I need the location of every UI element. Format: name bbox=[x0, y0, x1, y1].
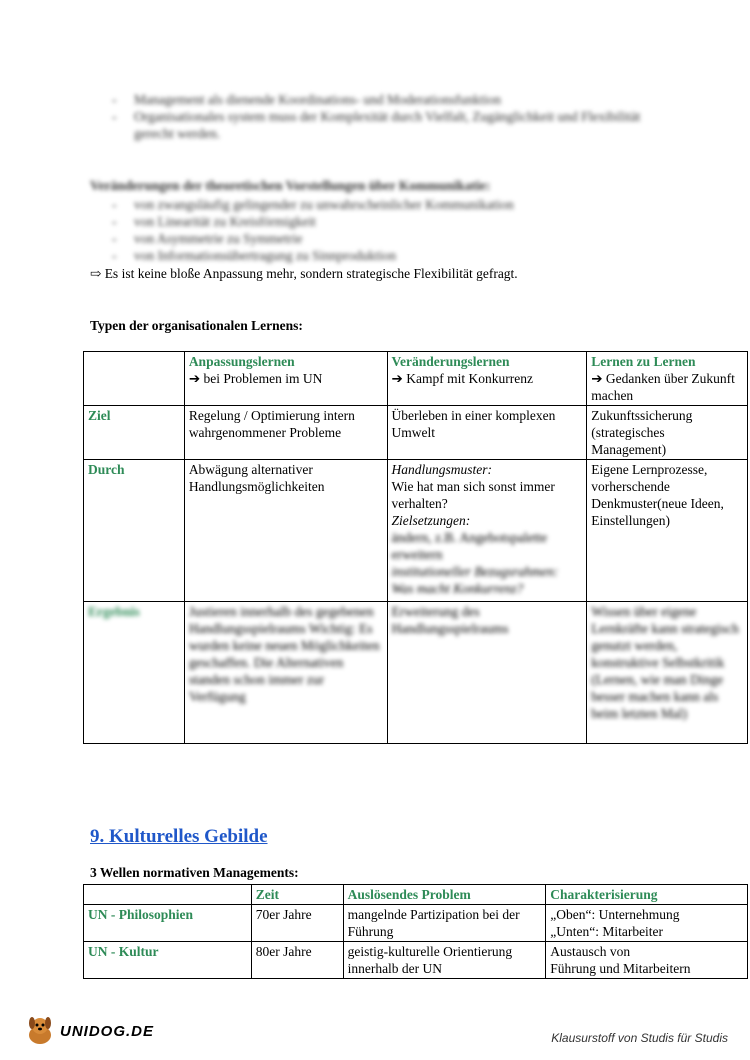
table-cell: Abwägung alternativer Handlungsmöglichkeiten bbox=[184, 460, 387, 602]
table-cell bbox=[387, 352, 587, 406]
column-title: Anpassungslernen bbox=[188, 354, 295, 369]
table-cell: 80er Jahre bbox=[251, 942, 343, 979]
sub-bullet-item: - von Asymmetrie zu Symmetrie bbox=[112, 230, 672, 247]
footer-logo bbox=[22, 1013, 154, 1049]
row-label: Ergebnis bbox=[84, 602, 185, 744]
arrow-right-icon: ➔ bbox=[391, 371, 407, 386]
table-cell: Zukunftssicherung (strategisches Management) bbox=[587, 406, 748, 460]
cell-line: Führung und Mitarbeitern bbox=[550, 961, 691, 976]
column-title: Lernen zu Lernen bbox=[591, 354, 696, 369]
column-sub: ➔ Kampf mit Konkurrenz bbox=[391, 371, 533, 386]
learning-title: Typen der organisationalen Lernens: bbox=[90, 318, 303, 333]
table-cell bbox=[546, 942, 748, 979]
table-row bbox=[84, 406, 748, 460]
cell-line: Zielsetzungen: bbox=[391, 513, 471, 528]
table-cell bbox=[84, 885, 252, 905]
row-label: Ziel bbox=[84, 406, 185, 460]
row-label: UN - Kultur bbox=[84, 942, 252, 979]
table-cell: Erweiterung des Handlungsspielraums bbox=[387, 602, 587, 744]
column-title: Auslösendes Problem bbox=[343, 885, 546, 905]
arrow-right-icon: ➔ bbox=[188, 371, 204, 386]
table-row bbox=[84, 885, 748, 905]
bullet-item: - Organisationales system muss der Komplexität durch Vielfalt, Zugänglichkeit und Flexibilität gerecht werden. bbox=[112, 108, 712, 142]
table-cell: Wissen über eigene Lernkräfte kann strategisch genutzt werden, konstruktive Selbstkritik (Lernen, wie man Dinge besser machen kann als beim letzten Mal) bbox=[587, 602, 748, 744]
table-cell: Überleben in einer komplexen Umwelt bbox=[387, 406, 587, 460]
table-row bbox=[84, 460, 748, 602]
table-cell bbox=[587, 352, 748, 406]
section-heading: 9. Kulturelles Gebilde bbox=[90, 826, 268, 847]
arrow-line-text: Es ist keine bloße Anpassung mehr, sondern strategische Flexibilität gefragt. bbox=[104, 266, 518, 281]
table-row bbox=[84, 352, 748, 406]
cell-line: ändern, z.B. Angebotspalette erweitern bbox=[391, 530, 548, 562]
table-cell: 70er Jahre bbox=[251, 905, 343, 942]
arrow-line bbox=[90, 266, 518, 282]
cell-line: Handlungsmuster: bbox=[391, 462, 493, 477]
cell-line: institutioneller Bezugsrahmen: Was macht Konkurrenz? bbox=[391, 564, 559, 596]
column-sub: ➔ Gedanken über Zukunft machen bbox=[591, 371, 735, 403]
comm-subheading: Veränderungen der theoretischen Vorstellungen über Kommunikatie: bbox=[90, 178, 491, 193]
waves-table bbox=[83, 884, 748, 979]
table-row bbox=[84, 942, 748, 979]
cell-line: Wie hat man sich sonst immer verhalten? bbox=[391, 479, 555, 511]
row-label: Durch bbox=[84, 460, 185, 602]
dog-icon bbox=[22, 1013, 58, 1049]
comm-bullets bbox=[112, 196, 672, 264]
table-cell: mangelnde Partizipation bei der Führung bbox=[343, 905, 546, 942]
learning-table bbox=[83, 351, 748, 744]
table-row bbox=[84, 905, 748, 942]
arrow-right-icon: ⇨ bbox=[90, 266, 102, 281]
top-bullets bbox=[112, 91, 712, 142]
cell-line: „Unten“: Mitarbeiter bbox=[550, 924, 664, 939]
column-sub: ➔ bei Problemen im UN bbox=[188, 371, 323, 386]
table-row bbox=[84, 602, 748, 744]
sub-bullet-item: - von zwangsläufig gelingender zu unwahrscheinlicher Kommunikation bbox=[112, 196, 672, 213]
table-cell bbox=[546, 905, 748, 942]
bullet-item: - Management als dienende Koordinations- und Moderationsfunktion bbox=[112, 91, 712, 108]
footer-tagline: Klausurstoff von Studis für Studis bbox=[551, 1031, 728, 1045]
table-cell bbox=[84, 352, 185, 406]
table-cell: Eigene Lernprozesse, vorherschende Denkmuster(neue Ideen, Einstellungen) bbox=[587, 460, 748, 602]
column-title: Charakterisierung bbox=[546, 885, 748, 905]
column-title: Zeit bbox=[251, 885, 343, 905]
column-title: Veränderungslernen bbox=[391, 354, 510, 369]
logo-text: UNIDOG.DE bbox=[60, 1022, 155, 1040]
arrow-right-icon: ➔ bbox=[591, 371, 606, 386]
table-cell bbox=[184, 352, 387, 406]
waves-title: 3 Wellen normativen Managements: bbox=[90, 865, 299, 880]
cell-line: „Oben“: Unternehmung bbox=[550, 907, 680, 922]
table-cell bbox=[387, 460, 587, 602]
table-cell: Regelung / Optimierung intern wahrgenommener Probleme bbox=[184, 406, 387, 460]
sub-bullet-item: - von Linearität zu Kreisförmigkeit bbox=[112, 213, 672, 230]
table-cell: Justieren innerhalb des gegebenen Handlungsspielraums Wichtig: Es wurden keine neuen Möglichkeiten geschaffen. Die Alternativen standen schon immer zur Verfügung bbox=[184, 602, 387, 744]
row-label: UN - Philosophien bbox=[84, 905, 252, 942]
cell-line: Austausch von bbox=[550, 944, 631, 959]
sub-bullet-item: - von Informationsübertragung zu Sinnproduktion bbox=[112, 247, 672, 264]
table-cell: geistig-kulturelle Orientierung innerhalb der UN bbox=[343, 942, 546, 979]
